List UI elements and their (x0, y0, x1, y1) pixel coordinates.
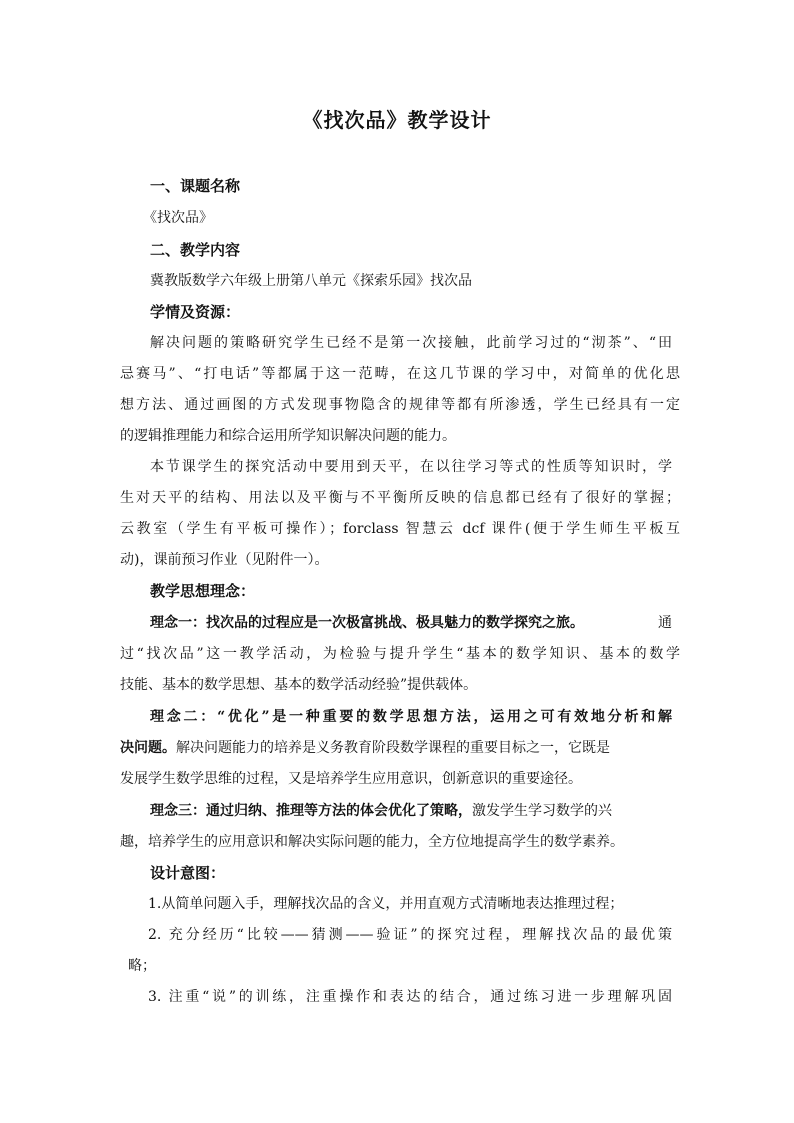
design-item-2-cont: 略； (128, 958, 156, 974)
content-text: 冀教版数学六年级上册第八单元《探索乐园》找次品 (150, 273, 472, 289)
idea3-line: 趣，培养学生的应用意识和解决实际问题的能力，全方位地提高学生的数学素养。 (120, 834, 624, 850)
learning-p2-line: 本节课学生的探究活动中要用到天平，在以往学习等式的性质等知识时，学 (150, 459, 672, 475)
design-item-2: 2. 充分经历“比较——猜测——验证”的探究过程，理解找次品的最优策 (148, 927, 672, 943)
idea1-line: 技能、基本的数学思想、基本的数学活动经验”提供载体。 (120, 677, 478, 693)
design-item-1: 1.从简单问题入手，理解找次品的含义，并用直观方式清晰地表达推理过程； (148, 896, 624, 912)
idea3-first-line (150, 801, 672, 821)
idea1-first-line (150, 613, 672, 633)
idea1-tail: 通 (658, 615, 672, 631)
learning-p1-line: 想方法、通过画图的方式发现事物隐含的规律等都有所渗透，学生已经具有一定 (120, 397, 680, 413)
design-heading: 设计意图： (150, 864, 226, 882)
idea3-tail: 激发学生学习数学的兴 (472, 803, 612, 819)
idea2-second-line (120, 738, 680, 758)
idea1-line: 过“找次品”这一教学活动，为检验与提升学生“基本的数学知识、基本的数学 (120, 646, 680, 662)
idea1-bold: 理念一：找次品的过程应是一次极富挑战、极具魅力的数学探究之旅。 (150, 615, 584, 631)
idea2-bold: 决问题。 (120, 740, 176, 756)
design-item-3: 3. 注重“说”的训练，注重操作和表达的结合，通过练习进一步理解巩固 (148, 989, 672, 1005)
page-title: 《找次品》教学设计 (302, 108, 492, 132)
topic-name: 《找次品》 (143, 210, 213, 226)
idea2-tail: 解决问题能力的培养是义务教育阶段数学课程的重要目标之一，它既是 (176, 740, 610, 756)
idea3-bold: 理念三：通过归纳、推理等方法的体会优化了策略， (150, 803, 472, 819)
learning-p1-line: 的逻辑推理能力和综合运用所学知识解决问题的能力。 (120, 428, 456, 444)
learning-p2-line: 动)，课前预习作业（见附件一）。 (120, 552, 329, 568)
learning-heading: 学情及资源： (150, 303, 241, 321)
learning-p2-line: 云教室（学生有平板可操作）；forclass 智慧云 dcf 课件(便于学生师生平板互 (120, 521, 680, 537)
idea2-bold-line: 理念二：“优化”是一种重要的数学思想方法，运用之可有效地分析和解 (150, 709, 672, 725)
section-heading-content: 二、教学内容 (150, 241, 241, 259)
section-heading-topic: 一、课题名称 (150, 177, 241, 195)
idea-heading: 教学思想理念： (150, 582, 256, 600)
learning-p1-line: 忌赛马”、“打电话”等都属于这一范畴，在这几节课的学习中，对简单的优化思 (120, 366, 680, 382)
idea2-line: 发展学生数学思维的过程，又是培养学生应用意识，创新意识的重要途径。 (120, 771, 582, 787)
learning-p1-line: 解决问题的策略研究学生已经不是第一次接触，此前学习过的“沏茶”、“田 (150, 335, 672, 351)
learning-p2-line: 生对天平的结构、用法以及平衡与不平衡所反映的信息都已经有了很好的掌握； (120, 490, 680, 506)
